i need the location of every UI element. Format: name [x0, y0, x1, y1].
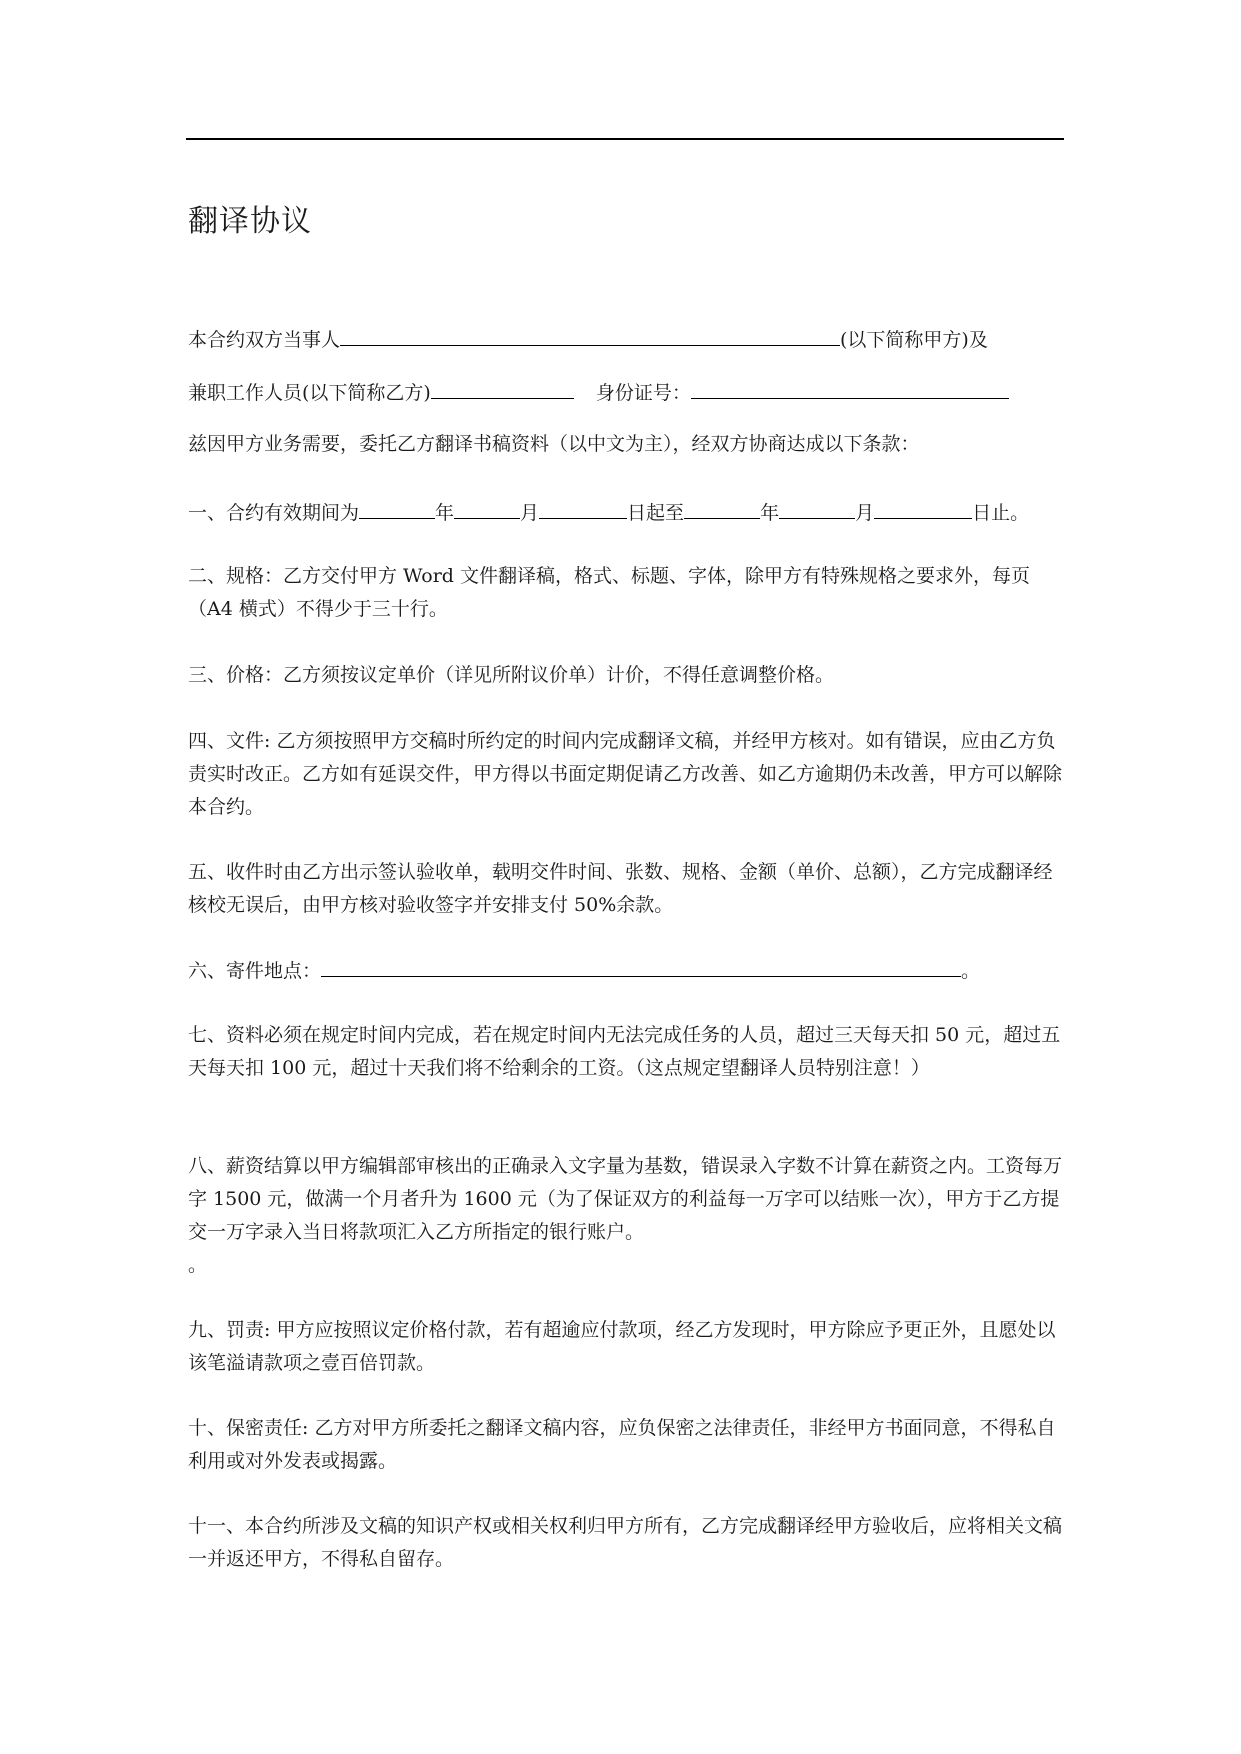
end-month-label: 月 — [855, 502, 875, 524]
clause-10: 十、保密责任: 乙方对甲方所委托之翻译文稿内容，应负保密之法律责任，非经甲方书面同意，不得私自利用或对外发表或揭露。 — [188, 1417, 1056, 1472]
clause-1 — [188, 496, 1068, 530]
end-year-label: 年 — [760, 502, 780, 524]
party-b-blank[interactable] — [431, 376, 574, 399]
clause-11: 十一、本合约所涉及文稿的知识产权或相关权利归甲方所有，乙方完成翻译经甲方验收后，应将相关文稿一并返还甲方，不得私自留存。 — [188, 1515, 1063, 1570]
intro-line-1 — [188, 323, 1068, 357]
clause-1-prefix: 一、合约有效期间为 — [188, 502, 360, 524]
clause-3: 三、价格：乙方须按议定单价（详见所附议价单）计价，不得任意调整价格。 — [188, 664, 835, 686]
intro-line-3: 兹因甲方业务需要，委托乙方翻译书稿资料（以中文为主），经双方协商达成以下条款： — [188, 433, 920, 455]
start-year-label: 年 — [435, 502, 455, 524]
clause-6 — [188, 954, 1068, 988]
start-year-blank[interactable] — [359, 496, 435, 519]
clause-8: 八、薪资结算以甲方编辑部审核出的正确录入文字量为基数，错误录入字数不计算在薪资之内。工资每万字 1500 元，做满一个月者升为 1600 元（为了保证双方的利益每一万字可以结账一次），甲方于乙方提交一万字录入当日将款项汇入乙方所指定的银行账户。 — [188, 1155, 1063, 1243]
clause-8-extra: 。 — [188, 1254, 208, 1276]
clause-5: 五、收件时由乙方出示签认验收单，载明交件时间、张数、规格、金额（单价、总额），乙方完成翻译经核校无误后，由甲方核对验收签字并安排支付 50%余款。 — [188, 861, 1053, 916]
end-day-blank[interactable] — [874, 496, 972, 519]
header-rule — [186, 138, 1064, 140]
delivery-address-suffix: 。 — [961, 960, 981, 982]
party-a-suffix: (以下简称甲方)及 — [840, 329, 988, 351]
end-year-blank[interactable] — [684, 496, 760, 519]
party-a-blank[interactable] — [340, 323, 840, 346]
clause-2: 二、规格：乙方交付甲方 Word 文件翻译稿，格式、标题、字体，除甲方有特殊规格之要求外，每页（A4 横式）不得少于三十行。 — [188, 565, 1031, 620]
start-month-blank[interactable] — [454, 496, 520, 519]
start-day-blank[interactable] — [539, 496, 627, 519]
clause-4: 四、文件: 乙方须按照甲方交稿时所约定的时间内完成翻译文稿，并经甲方核对。如有错误，应由乙方负责实时改正。乙方如有延误交件，甲方得以书面定期促请乙方改善、如乙方逾期仍未改善，甲方可以解除本合约。 — [188, 730, 1063, 818]
id-number-label: 身份证号： — [595, 382, 691, 404]
end-month-blank[interactable] — [779, 496, 855, 519]
start-day-label: 日起至 — [627, 502, 685, 524]
intro-line-2 — [188, 376, 1068, 410]
clause-9: 九、罚责: 甲方应按照议定价格付款，若有超逾应付款项，经乙方发现时，甲方除应予更正外，且愿处以该笔溢请款项之壹百倍罚款。 — [188, 1319, 1056, 1374]
id-number-blank[interactable] — [691, 376, 1009, 399]
end-day-label: 日止。 — [972, 502, 1030, 524]
delivery-address-label: 六、寄件地点： — [188, 960, 322, 982]
delivery-address-blank[interactable] — [321, 954, 961, 977]
party-b-label: 兼职工作人员(以下简称乙方) — [188, 382, 431, 404]
clause-7: 七、资料必须在规定时间内完成，若在规定时间内无法完成任务的人员，超过三天每天扣 50 元，超过五天每天扣 100 元，超过十天我们将不给剩余的工资。（这点规定望翻译人员特别注意！） — [188, 1024, 1061, 1079]
document-title: 翻译协议 — [188, 204, 312, 239]
start-month-label: 月 — [520, 502, 540, 524]
party-a-label: 本合约双方当事人 — [188, 329, 341, 351]
